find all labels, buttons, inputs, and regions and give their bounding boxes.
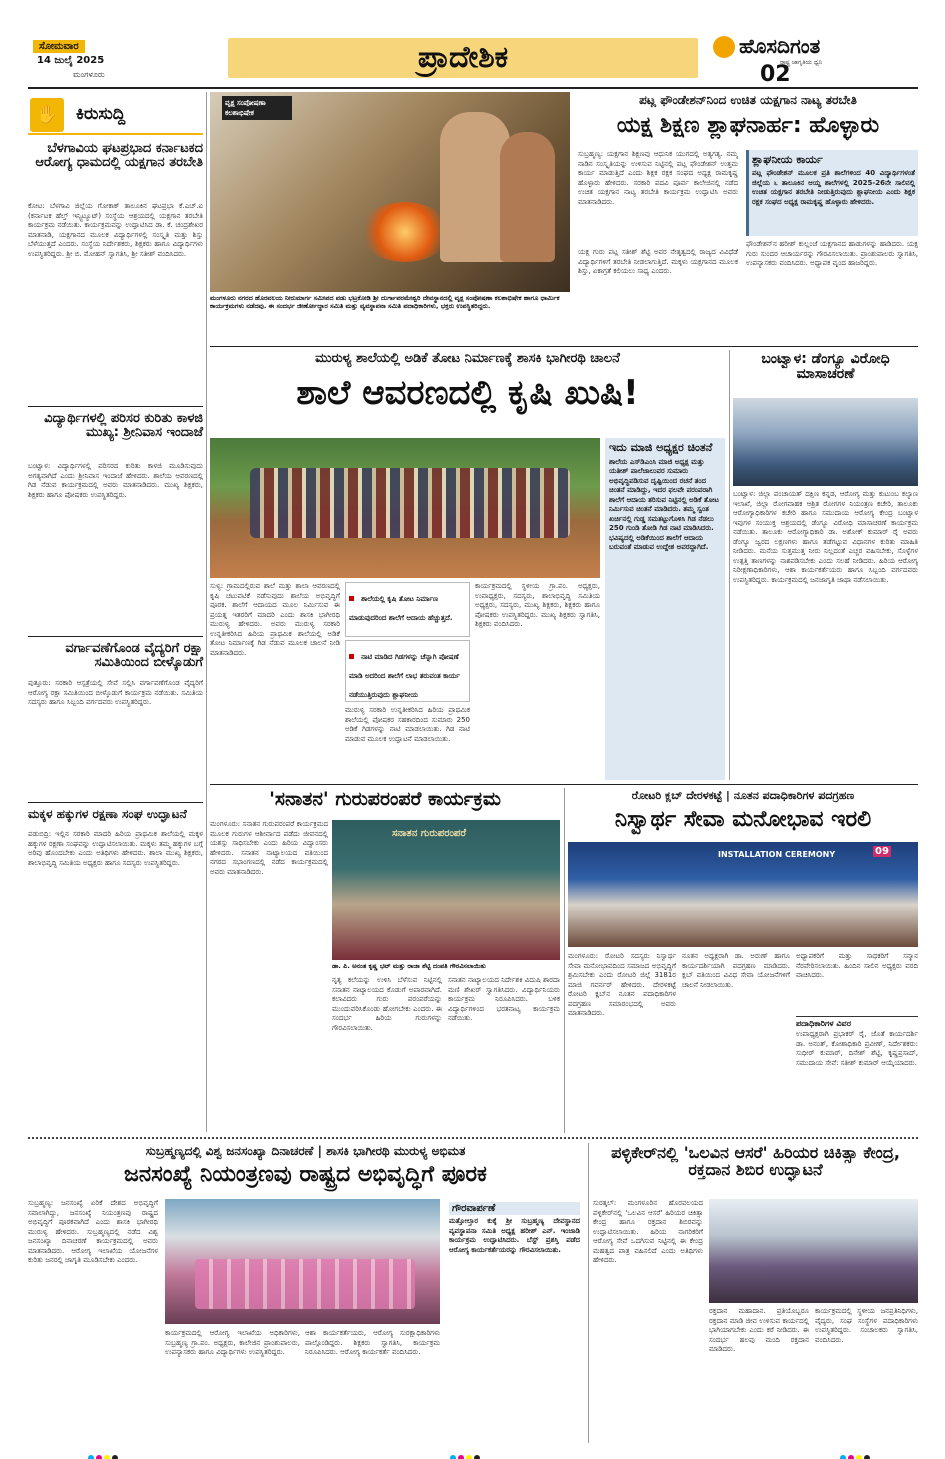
column-divider — [564, 788, 565, 1133]
yaksha-body-1: ಸುಬ್ರಹ್ಮಣ್ಯ: ಯಕ್ಷಗಾನ ಶಿಕ್ಷಣವು ಆಧುನಿಕ ಯುಗದಲ್ಲಿ ಅತ್ಯಗತ್ಯ. ನಮ್ಮ ನಾಡಿನ ಸಂಸ್ಕೃತಿಯನ್ನು ಉಳಿಸುವ ನಿಟ್ಟಿನಲ್ಲಿ ಪಟ್ಲ ಫೌಂಡೇಶನ್ ಉತ್ತಮ ಕಾರ್ಯ ಮಾಡುತ್ತಿದೆ ಎಂದು ಶಿಕ್ಷಕ ರಕ್ಷಕ ಸಂಘದ ಅಧ್ಯಕ್ಷ ರಾಮಕೃಷ್ಣ ಹೊಳ್ಳಾರು ಹೇಳಿದರು. ಸರಕಾರಿ ಪದವಿ ಪೂರ್ವ ಕಾಲೇಜಿನಲ್ಲಿ ನಡೆದ ಉಚಿತ ಯಕ್ಷಗಾನ ನಾಟ್ಯ ತರಬೇತಿ ಕಾರ್ಯಕ್ರಮ ಉದ್ಘಾಟಿಸಿ ಅವರು ಮಾತನಾಡಿದರು. — [578, 150, 738, 206]
rotary-banner: INSTALLATION CEREMONY — [718, 850, 836, 859]
page-number: 02 — [760, 62, 791, 87]
population-box-body: ಮತ್ತೋಲ್ತಾರ ಕುಕ್ಕೆ ಶ್ರೀ ಸುಬ್ರಹ್ಮಣ್ಯ ದೇವಸ್ಥಾನದ ವ್ಯವಸ್ಥಾಪನಾ ಸಮಿತಿ ಅಧ್ಯಕ್ಷ ಹರೀಶ್ ಎನ್. ಇಂಜಾಡಿ ಕಾರ್ಯಕ್ರಮ ಉದ್ಘಾಟಿಸಿದರು. ಬೆಸ್ಟ್ ಪ್ರಶಸ್ತಿ ಪಡೆದ ಆರೋಗ್ಯ ಕಾರ್ಯಕರ್ತೆಯರನ್ನು ಗೌರವಿಸಲಾಯಿತು. — [449, 1217, 580, 1254]
kirusuddi-headline-2: ವಿದ್ಯಾರ್ಥಿಗಳಲ್ಲಿ ಪರಿಸರ ಕುರಿತು ಕಾಳಜಿ ಮುಖ್ಯ: ಶ್ರೀನಿವಾಸ ಇಂದಾಜೆ — [44, 411, 203, 440]
murulya-sidebar-title: ಇದು ಮಾಜಿ ಅಧ್ಯಕ್ಷರ ಚಿಂತನೆ — [609, 441, 713, 454]
population-story — [28, 1143, 583, 1443]
cyan-dot — [450, 1455, 456, 1459]
column-divider — [588, 1143, 589, 1443]
murulya-quote-1-text: ಶಾಲೆಯಲ್ಲಿ ಕೃಷಿ ತೋಟ ನಿರ್ಮಾಣ ಮಾಡುವುದರಿಂದ ಶಾಲೆಗೆ ಆದಾಯ ಹೆಚ್ಚುತ್ತದೆ. — [349, 595, 453, 622]
kirusuddi-body-1: ಕೋಟ: ಬೆಳಗಾವಿ ಜಿಲ್ಲೆಯ ಗೋಕಾಕ್ ತಾಲೂಕಿನ ಘಟಪ್ರಭಾ ಕೆ.ಎಚ್.ಐ (ಕರ್ನಾಟಕ ಹೆಲ್ತ್ ಇನ್ಸ್ಟಿಟ್ಯೂಟ್) ಸಂಸ್ಥೆಯ ಆಶ್ರಯದಲ್ಲಿ ಯಕ್ಷಗಾನ ತರಬೇತಿ ಕಾರ್ಯಕ್ರಮ ನಡೆಯಿತು. ಕಾರ್ಯಕ್ರಮವನ್ನು ಉದ್ಘಾಟಿಸಿದ ಡಾ. ಕೆ. ಚಂದ್ರಶೇಖರ ಮಾತನಾಡಿ, ಯಕ್ಷಗಾನದ ಮೂಲಕ ವಿದ್ಯಾರ್ಥಿಗಳಲ್ಲಿ ಸಂಸ್ಕೃತಿ ಮತ್ತು ಶಿಸ್ತು ಬೆಳೆಯುತ್ತದೆ ಎಂದರು. ಸಂಸ್ಥೆಯ ನಿರ್ದೇಶಕರು, ಶಿಕ್ಷಕರು ಹಾಗೂ ವಿದ್ಯಾರ್ಥಿಗಳು ಉಪಸ್ಥಿತರಿದ್ದರು. ಶ್ರೀ ಬಿ. ಮೋಹನ್ ಸ್ವಾಗತಿಸಿ, ಶ್ರೀ ಸತೀಶ್ ವಂದಿಸಿದರು. — [28, 202, 203, 258]
rotary-banner-date: 09 — [875, 846, 889, 857]
sanatana-photo-caption: ಡಾ. ಪಿ. ಅನಂತ ಕೃಷ್ಣ ಭಟ್ ಮತ್ತು ರಾಜಾ ಶೆಟ್ಟಿ ದಂಪತಿ ಗೌರವಿಸಲಾಯಿತು — [332, 962, 486, 970]
column-divider — [729, 350, 730, 780]
magenta-dot — [96, 1455, 102, 1459]
rotary-body-1: ಮಂಗಳೂರು: ರೋಟರಿ ಸದಸ್ಯರು ನಿಸ್ವಾರ್ಥ ಸೇವಾ ಮನೋಭಾವದಿಂದ ಸಮಾಜದ ಅಭಿವೃದ್ಧಿಗೆ ಶ್ರಮಿಸಬೇಕು ಎಂದು ರೋಟರಿ ಜಿಲ್ಲೆ 3181ರ ಮಾಜಿ ಗವರ್ನರ್ ಹೇಳಿದರು. ದೇರಳಕಟ್ಟೆ ರೋಟರಿ ಕ್ಲಬ್‌ನ ನೂತನ ಪದಾಧಿಕಾರಿಗಳ ಪದಗ್ರಹಣ ಸಮಾರಂಭದಲ್ಲಿ ಅವರು ಮಾತನಾಡಿದರು. — [568, 952, 676, 1017]
yaksha-headline: ಯಕ್ಷ ಶಿಕ್ಷಣ ಶ್ಲಾಘನಾರ್ಹ: ಹೊಳ್ಳಾರು — [616, 113, 880, 138]
registration-dots-left — [88, 1446, 120, 1459]
logo — [705, 32, 885, 87]
date-label: 14 ಜುಲೈ 2025 — [37, 55, 105, 66]
logo-tagline: ರಾಷ್ಟ್ರ ಜಾಗೃತಿಯ ಧ್ವನಿ — [780, 59, 823, 66]
murulya-body-1: ಸುಳ್ಯ: ಗ್ರಾಮದಲ್ಲಿರುವ ಶಾಲೆ ಮತ್ತು ಶಾಲಾ ಆವರಣದಲ್ಲಿ ಕೃಷಿ ಚಟುವಟಿಕೆ ನಡೆಸುವುದು ಶಾಲೆಯ ಅಭಿವೃದ್ಧಿಗೆ ಪೂರಕ. ಶಾಲೆಗೆ ಆದಾಯದ ಮೂಲ ನಿರ್ಮಿಸುವ ಈ ಪ್ರಯತ್ನ ಇತರರಿಗೆ ಮಾದರಿ ಎಂದು ಶಾಸಕಿ ಭಾಗೀರಥಿ ಮುರುಳ್ಯ ಹೇಳಿದರು. ಅವರು ಮುರುಳ್ಯ ಸರಕಾರಿ ಉನ್ನತೀಕರಿಸಿದ ಹಿರಿಯ ಪ್ರಾಥಮಿಕ ಶಾಲೆಯಲ್ಲಿ ಅಡಿಕೆ ತೋಟ ನಿರ್ಮಾಣಕ್ಕೆ ಗಿಡ ನೆಡುವ ಮೂಲಕ ಚಾಲನೆ ನೀಡಿ ಮಾತನಾಡಿದರು. — [210, 582, 340, 657]
magenta-dot — [458, 1455, 464, 1459]
yellow-dot — [856, 1455, 862, 1459]
sanatana-headline: 'ಸನಾತನ' ಗುರುಪರಂಪರೆ ಕಾರ್ಯಕ್ರಮ — [269, 788, 501, 810]
kirusuddi-headline-1: ಬೆಳಗಾವಿಯ ಘಟಪ್ರಭಾದ ಕರ್ನಾಟಕದ ಆರೋಗ್ಯ ಧಾಮದಲ್ಲಿ ಯಕ್ಷಗಾನ ತರಬೇತಿ — [35, 141, 203, 170]
logo-icon — [713, 36, 735, 58]
registration-dots-center — [450, 1446, 482, 1459]
kirusuddi-underline — [28, 133, 203, 135]
population-box — [446, 1199, 583, 1327]
kirusuddi-header — [28, 94, 203, 134]
group-figures — [195, 1259, 415, 1309]
sanatana-photo — [332, 820, 560, 960]
sanatana-body-3: ಸನಾತನ ನಾಟ್ಯಾಲಯದ ನಿರ್ದೇಶಕಿ ವಿದುಷಿ ಶಾರದಾ ಮಣಿ ಶೇಖರ್ ಸ್ವಾಗತಿಸಿದರು. ವಿದ್ಯಾರ್ಥಿನಿಯರು ಕಾರ್ಯಕ್ರಮ ನಿರೂಪಿಸಿದರು. ಬಳಿಕ ವಿದ್ಯಾರ್ಥಿಗಳಿಂದ ಭರತನಾಟ್ಯ ಕಾರ್ಯಕ್ರಮ ನಡೆಯಿತು. — [448, 976, 560, 1022]
dengue-story — [733, 350, 918, 780]
population-photo — [165, 1199, 440, 1324]
murulya-quote-2 — [345, 640, 470, 702]
pallikera-body-1: ಸುರತ್ಕಲ್: ಮಂಗಳೂರಿನ ಹೊರವಲಯದ ಪಳ್ಳಿಕೇರ್‌ನಲ್ಲಿ 'ಒಲವಿನ ಆಸರೆ' ಹಿರಿಯರ ಚಿಕಿತ್ಸಾ ಕೇಂದ್ರ ಹಾಗೂ ರಕ್ತದಾನ ಶಿಬಿರವನ್ನು ಉದ್ಘಾಟಿಸಲಾಯಿತು. ಹಿರಿಯ ನಾಗರಿಕರಿಗೆ ಆರೋಗ್ಯ ಸೇವೆ ಒದಗಿಸುವ ನಿಟ್ಟಿನಲ್ಲಿ ಈ ಕೇಂದ್ರ ಮಹತ್ವದ ಪಾತ್ರ ವಹಿಸಲಿದೆ ಎಂದು ಅತಿಥಿಗಳು ಹೇಳಿದರು. — [593, 1199, 703, 1264]
yellow-dot — [466, 1455, 472, 1459]
murulya-body-2: ಮುರುಳ್ಯ ಸರಕಾರಿ ಉನ್ನತೀಕರಿಸಿದ ಹಿರಿಯ ಪ್ರಾಥಮಿಕ ಶಾಲೆಯಲ್ಲಿ ಪೋಷಕರ ಸಹಕಾರದಿಂದ ಸುಮಾರು 250 ಅಡಿಕೆ ಗಿಡಗಳನ್ನು ನಾಟಿ ಮಾಡಲಾಯಿತು. ಗಿಡ ನಾಟಿ ಮಾಡುವ ಮೂಲಕ ಉದ್ಘಾಟನೆ ಮಾಡಲಾಯಿತು. — [345, 706, 470, 743]
kirusuddi-body-3: ಪುತ್ತೂರು: ಸರಕಾರಿ ಆಸ್ಪತ್ರೆಯಲ್ಲಿ ಸೇವೆ ಸಲ್ಲಿಸಿ ವರ್ಗಾವಣೆಗೊಂಡ ವೈದ್ಯರಿಗೆ ಆರೋಗ್ಯ ರಕ್ಷಾ ಸಮಿತಿಯಿಂದ ಬೀಳ್ಕೊಡುಗೆ ಕಾರ್ಯಕ್ರಮ ನಡೆಯಿತು. ಸಮಿತಿಯ ಸದಸ್ಯರು ಹಾಗೂ ಸಿಬ್ಬಂದಿ ವರ್ಗದವರು ಉಪಸ್ಥಿತರಿದ್ದರು. — [28, 679, 203, 706]
yaksha-box — [746, 150, 918, 236]
section-rule — [210, 784, 918, 785]
black-dot — [474, 1455, 480, 1459]
quote-marker-icon — [349, 654, 354, 659]
murulya-quote-1 — [345, 582, 470, 637]
population-headline: ಜನಸಂಖ್ಯೆ ನಿಯಂತ್ರಣವು ರಾಷ್ಟ್ರದ ಅಭಿವೃದ್ಧಿಗೆ ಪೂರಕ — [124, 1162, 487, 1187]
yaksha-box-title: ಶ್ಲಾಘನೀಯ ಕಾರ್ಯ — [752, 153, 823, 166]
murulya-kicker: ಮುರುಳ್ಯ ಶಾಲೆಯಲ್ಲಿ ಅಡಿಕೆ ತೋಟ ನಿರ್ಮಾಣಕ್ಕೆ ಶಾಸಕಿ ಭಾಗೀರಥಿ ಚಾಲನೆ — [315, 351, 620, 366]
rotary-body-2: ನೂತನ ಅಧ್ಯಕ್ಷರಾಗಿ ಡಾ. ಅರುಣ್ ಹಾಗೂ ಕಾರ್ಯದರ್ಶಿಯಾಗಿ ಪದಗ್ರಹಣ ಮಾಡಿದರು. ಕ್ಲಬ್ ವತಿಯಿಂದ ವಿವಿಧ ಸೇವಾ ಯೋಜನೆಗಳಿಗೆ ಚಾಲನೆ ನೀಡಲಾಯಿತು. — [682, 952, 790, 989]
column-divider — [206, 92, 207, 1132]
pallikera-body-2: ರಕ್ತದಾನ ಮಹಾದಾನ. ಪ್ರತಿಯೊಬ್ಬರೂ ರಕ್ತದಾನ ಮಾಡಿ ಜೀವ ಉಳಿಸುವ ಕಾರ್ಯದಲ್ಲಿ ಭಾಗಿಯಾಗಬೇಕು ಎಂದು ಕರೆ ನೀಡಿದರು. ಈ ಸಂದರ್ಭ ಹಲವು ಮಂದಿ ರಕ್ತದಾನ ಮಾಡಿದರು. — [709, 1307, 809, 1353]
murulya-story — [210, 350, 725, 780]
yaksha-kicker: ಪಟ್ಲ ಫೌಂಡೇಶನ್‌ನಿಂದ ಉಚಿತ ಯಕ್ಷಗಾನ ನಾಟ್ಯ ತರಬೇತಿ — [639, 93, 857, 107]
population-kicker: ಸುಬ್ರಹ್ಮಣ್ಯದಲ್ಲಿ ವಿಶ್ವ ಜನಸಂಖ್ಯಾ ದಿನಾಚರಣೆ | ಶಾಸಕಿ ಭಾಗೀರಥಿ ಮುರುಳ್ಯ ಅಭಿಮತ — [145, 1144, 466, 1158]
date-block — [33, 40, 143, 88]
rotary-box-title: ಪದಾಧಿಕಾರಿಗಳ ವಿವರ — [796, 1016, 918, 1029]
section-rule — [210, 346, 918, 347]
rotary-story — [568, 788, 918, 1133]
yaksha-body-3: ಫೌಂಡೇಶನ್‌ನ ಹರೀಶ್ ಕುಲ್ಲಂಜೆ ಯಕ್ಷಗಾನದ ಹಾಡುಗಳನ್ನು ಹಾಡಿದರು. ಯಕ್ಷ ಗುರು ಸುಂದರ ಆಚಾರ್ಯರನ್ನು ಗೌರವಿಸಲಾಯಿತು. ಪ್ರಾಂಶುಪಾಲರು ಸ್ವಾಗತಿಸಿ, ಉಪನ್ಯಾಸಕರು ವಂದಿಸಿದರು. ಅಧ್ಯಾಪಕ ವೃಂದ ಹಾಜರಿದ್ದರು. — [746, 240, 918, 267]
kirusuddi-body-2: ಬಂಟ್ವಾಳ: ವಿದ್ಯಾರ್ಥಿಗಳಲ್ಲಿ ಪರಿಸರದ ಕುರಿತು ಕಾಳಜಿ ಮೂಡಿಸುವುದು ಅಗತ್ಯವಾಗಿದೆ ಎಂದು ಶ್ರೀನಿವಾಸ ಇಂದಾಜೆ ಹೇಳಿದರು. ಶಾಲೆಯ ಆವರಣದಲ್ಲಿ ಗಿಡ ನೆಡುವ ಕಾರ್ಯಕ್ರಮದಲ್ಲಿ ಅವರು ಮಾತನಾಡಿದರು. ಮುಖ್ಯ ಶಿಕ್ಷಕರು, ಶಿಕ್ಷಕರು ಹಾಗೂ ಪೋಷಕರು ಉಪಸ್ಥಿತರಿದ್ದರು. — [28, 462, 203, 499]
murulya-sidebar — [605, 438, 725, 780]
cyan-dot — [840, 1455, 846, 1459]
section-banner — [228, 38, 698, 78]
dengue-body: ಬಂಟ್ವಾಳ: ಜಿಲ್ಲಾ ಪಂಚಾಯತ್ ದಕ್ಷಿಣ ಕನ್ನಡ, ಆರೋಗ್ಯ ಮತ್ತು ಕುಟುಂಬ ಕಲ್ಯಾಣ ಇಲಾಖೆ, ಜಿಲ್ಲಾ ರೋಗವಾಹಕ ಆಶ್ರಿತ ರೋಗಗಳ ನಿಯಂತ್ರಣ ಕಚೇರಿ, ತಾಲೂಕು ಆರೋಗ್ಯಾಧಿಕಾರಿಗಳ ಕಚೇರಿ ಹಾಗೂ ಸಮುದಾಯ ಆರೋಗ್ಯ ಕೇಂದ್ರ ಬಂಟ್ವಾಳ ಇವುಗಳ ಸಂಯುಕ್ತ ಆಶ್ರಯದಲ್ಲಿ ಡೆಂಗ್ಯೂ ವಿರೋಧಿ ಮಾಸಾಚರಣೆ ಕಾರ್ಯಕ್ರಮ ನಡೆಯಿತು. ತಾಲೂಕು ಆರೋಗ್ಯಾಧಿಕಾರಿ ಡಾ. ಅಶೋಕ್ ಕುಮಾರ್ ರೈ ಅವರು ಡೆಂಗ್ಯೂ ಜ್ವರದ ಲಕ್ಷಣಗಳು ಹಾಗೂ ತಡೆಗಟ್ಟುವ ವಿಧಾನಗಳ ಕುರಿತು ಮಾಹಿತಿ ನೀಡಿದರು. ಮನೆಯ ಸುತ್ತಮುತ್ತ ನೀರು ನಿಲ್ಲದಂತೆ ಎಚ್ಚರ ವಹಿಸಬೇಕು, ಸೊಳ್ಳೆಗಳ ಉತ್ಪತ್ತಿ ತಾಣಗಳನ್ನು ನಾಶಪಡಿಸಬೇಕು ಎಂದು ಸಲಹೆ ನೀಡಿದರು. ಹಿರಿಯ ಆರೋಗ್ಯ ನಿರೀಕ್ಷಣಾಧಿಕಾರಿಗಳು, ಆಶಾ ಕಾರ್ಯಕರ್ತೆಯರು ಹಾಗೂ ಸಿಬ್ಬಂದಿ ವರ್ಗದವರು ಉಪಸ್ಥಿತರಿದ್ದರು. ಕಾರ್ಯಕ್ರಮದಲ್ಲಿ ಜನಜಾಗೃತಿ ಜಾಥಾ ನಡೆಸಲಾಯಿತು. — [733, 490, 918, 584]
yaksha-box-body: ಪಟ್ಲ ಫೌಂಡೇಶನ್ ಮೂಲಕ ಪ್ರತಿ ಶಾಲೆಗಳಿಂದ 40 ವಿದ್ಯಾರ್ಥಿಗಳಂತೆ ಜಿಲ್ಲೆಯ ೬ ತಾಲೂಕಿನ ಆಯ್ದ ಶಾಲೆಗಳಲ್ಲಿ 2025-26ನೇ ಸಾಲಿನಲ್ಲಿ ಉಚಿತ ಯಕ್ಷಗಾನ ತರಬೇತಿ ನೀಡುತ್ತಿರುವುದು ಶ್ಲಾಘನೀಯ ಎಂದು ಶಿಕ್ಷಕ ರಕ್ಷಕ ಸಂಘದ ಅಧ್ಯಕ್ಷ ರಾಮಕೃಷ್ಣ ಹೊಳ್ಳಾರು ಹೇಳಿದರು. — [752, 169, 915, 206]
black-dot — [864, 1455, 870, 1459]
homa-caption: ಮಂಗಳೂರು ನಗರದ ಹೊರವಲಯ ನೀರುಮಾರ್ಗ ಸಮೀಪದ ಪಡು ಭಟ್ರಕೋಡಿ ಶ್ರೀ ದುರ್ಗಾಪರಮೇಶ್ವರಿ ದೇವಸ್ಥಾನದಲ್ಲಿ ವೃಕ್ಷ ಸಂಪೋಷಣಾ ಕಲಶಾಭಿಷೇಕ ಹಾಗೂ ಧಾರ್ಮಿಕ ಕಾರ್ಯಕ್ರಮಗಳು ನಡೆದವು. ಈ ಸಂದರ್ಭ ಜೀರ್ಣೋದ್ಧಾರ ಸಮಿತಿ ಮತ್ತು ವ್ಯವಸ್ಥಾಪನಾ ಸಮಿತಿ ಪದಾಧಿಕಾರಿಗಳು, ಭಕ್ತರು ಉಪಸ್ಥಿತರಿದ್ದರು. — [210, 294, 560, 310]
rotary-body-3: ಅಧ್ಯಾಪಕರಿಗೆ ಮತ್ತು ಸಾಧಕರಿಗೆ ಸನ್ಮಾನ ನೆರವೇರಿಸಲಾಯಿತು. ಹಿಂದಿನ ಸಾಲಿನ ಅಧ್ಯಕ್ಷರು ವರದಿ ವಾಚಿಸಿದರು. — [796, 952, 918, 979]
kirusuddi-label: ಕಿರುಸುದ್ದಿ — [76, 104, 126, 124]
rotary-headline: ನಿಸ್ವಾರ್ಥ ಸೇವಾ ಮನೋಭಾವ ಇರಲಿ — [614, 807, 872, 832]
murulya-headline: ಶಾಲೆ ಆವರಣದಲ್ಲಿ ಕೃಷಿ ಖುಷಿ! — [296, 373, 639, 413]
sanatana-body-2: ನೃತ್ಯ ಕಲೆಯನ್ನು ಉಳಿಸಿ ಬೆಳೆಸುವ ನಿಟ್ಟಿನಲ್ಲಿ ಸನಾತನ ನಾಟ್ಯಾಲಯದ ಕೊಡುಗೆ ಅಪಾರವಾಗಿದೆ. ಕಲಾವಿದರು ಗುರು ಪರಂಪರೆಯನ್ನು ಮುಂದುವರಿಸಿಕೊಂಡು ಹೋಗಬೇಕು ಎಂದರು. ಈ ಸಂದರ್ಭ ಹಿರಿಯ ಗುರುಗಳನ್ನು ಗೌರವಿಸಲಾಯಿತು. — [332, 976, 442, 1032]
day-label: ಸೋಮವಾರ — [33, 40, 85, 53]
homa-photo — [210, 92, 570, 292]
hand-icon: ✋ — [30, 98, 64, 132]
dotted-divider — [28, 1137, 918, 1139]
population-body-1: ಸುಬ್ರಹ್ಮಣ್ಯ: ಜನಸಂಖ್ಯೆ ಏರಿಕೆ ದೇಶದ ಅಭಿವೃದ್ಧಿಗೆ ಸವಾಲಾಗಿದ್ದು, ಜನಸಂಖ್ಯೆ ನಿಯಂತ್ರಣವು ರಾಷ್ಟ್ರದ ಅಭಿವೃದ್ಧಿಗೆ ಪೂರಕವಾಗಿದೆ ಎಂದು ಶಾಸಕಿ ಭಾಗೀರಥಿ ಮುರುಳ್ಯ ಹೇಳಿದರು. ಸುಬ್ರಹ್ಮಣ್ಯದಲ್ಲಿ ನಡೆದ ವಿಶ್ವ ಜನಸಂಖ್ಯಾ ದಿನಾಚರಣೆ ಕಾರ್ಯಕ್ರಮದಲ್ಲಿ ಅವರು ಮಾತನಾಡಿದರು. ಆರೋಗ್ಯ ಇಲಾಖೆಯ ಯೋಜನೆಗಳ ಕುರಿತು ಜನರಲ್ಲಿ ಜಾಗೃತಿ ಮೂಡಿಸಬೇಕು ಎಂದರು. — [28, 1199, 158, 1264]
population-box-title: ಗೌರವಾರ್ಪಣೆ — [449, 1202, 580, 1215]
black-dot — [112, 1455, 118, 1459]
quote-marker-icon — [349, 596, 354, 601]
magenta-dot — [848, 1455, 854, 1459]
homa-tag: ವೃಕ್ಷ ಸಂಪೋಷಣಾ ಕಲಶಾಭಿಷೇಕ — [222, 96, 292, 120]
kirusuddi-headline-3: ವರ್ಗಾವಣೆಗೊಂಡ ವೈದ್ಯರಿಗೆ ರಕ್ಷಾ ಸಮಿತಿಯಿಂದ ಬೀಳ್ಕೊಡುಗೆ — [65, 641, 203, 670]
group-figures — [250, 468, 570, 538]
population-body-2: ಕಾರ್ಯಕ್ರಮದಲ್ಲಿ ಆರೋಗ್ಯ ಇಲಾಖೆಯ ಅಧಿಕಾರಿಗಳು, ಸುಬ್ರಹ್ಮಣ್ಯ ಗ್ರಾ.ಪಂ. ಅಧ್ಯಕ್ಷರು, ಕಾಲೇಜಿನ ಪ್ರಾಂಶುಪಾಲರು, ಉಪನ್ಯಾಸಕರು ಹಾಗೂ ವಿದ್ಯಾರ್ಥಿಗಳು ಉಪಸ್ಥಿತರಿದ್ದರು. — [165, 1329, 300, 1356]
divider — [28, 802, 203, 803]
fire-shape — [360, 202, 450, 262]
kirusuddi-column — [28, 92, 203, 1132]
pallikera-body-3: ಕಾರ್ಯಕ್ರಮದಲ್ಲಿ ಸ್ಥಳೀಯ ಜನಪ್ರತಿನಿಧಿಗಳು, ವೈದ್ಯರು, ಸಂಘ ಸಂಸ್ಥೆಗಳ ಪದಾಧಿಕಾರಿಗಳು ಉಪಸ್ಥಿತರಿದ್ದರು. ಸಂಚಾಲಕರು ಸ್ವಾಗತಿಸಿ, ವಂದಿಸಿದರು. — [815, 1307, 918, 1344]
yaksha-story — [578, 92, 918, 342]
yellow-dot — [104, 1455, 110, 1459]
sanatana-body-1: ಮಂಗಳೂರು: ಸನಾತನ ಗುರುಪರಂಪರೆ ಕಾರ್ಯಕ್ರಮದ ಮೂಲಕ ಗುರುಗಳ ಆಶೀರ್ವಾದ ಪಡೆದು ಜೀವನದಲ್ಲಿ ಯಶಸ್ಸು ಸಾಧಿಸಬೇಕು ಎಂದು ಹಿರಿಯ ವಿದ್ವಾಂಸರು ಹೇಳಿದರು. ಸನಾತನ ನಾಟ್ಯಾಲಯದ ವತಿಯಿಂದ ನಗರದ ಸಭಾಂಗಣದಲ್ಲಿ ನಡೆದ ಕಾರ್ಯಕ್ರಮದಲ್ಲಿ ಅವರು ಮಾತನಾಡಿದರು. — [210, 820, 328, 876]
city-label: ಮಂಗಳೂರು — [73, 70, 105, 79]
sanatana-story — [210, 788, 560, 1133]
rotary-box-body: ಉಪಾಧ್ಯಕ್ಷರಾಗಿ ಪ್ರಭಾಕರ್ ರೈ, ಜೊತೆ ಕಾರ್ಯದರ್ಶಿ ಡಾ. ಅನಂತ್, ಕೋಶಾಧಿಕಾರಿ ಪ್ರವೀಣ್, ನಿರ್ದೇಶಕರು: ಸುಧೀರ್ ಕುಮಾರ್, ದಿನೇಶ್ ಶೆಟ್ಟಿ, ಕೃಷ್ಣಪ್ರಸಾದ್, ಸಮುದಾಯ ಸೇವೆ: ಸತೀಶ್ ಕುಮಾರ್ ಆಯ್ಕೆಯಾದರು. — [796, 1030, 918, 1067]
murulya-sidebar-body: ಶಾಲೆಯ ಎಸ್‌ಡಿಎಂಸಿ ಮಾಜಿ ಅಧ್ಯಕ್ಷ ಮತ್ತು ಯತೀಶ್ ಪಾಲೆಜಾಲುವರ ಸುಮಾರು ಅಭಿವೃದ್ಧಿಪಡಿಸುವ ದೃಷ್ಟಿಯಿಂದ ರಚನೆ ತಂದ ಚಿಂತನೆ ಮಾಡಿದ್ದು, ಇದರ ಫಲವೇ ಪರಂಪರಾಗಿ ಶಾಲೆಗೆ ಆದಾಯ ತರಿಸುವ ನಿಟ್ಟಿನಲ್ಲಿ ಅಡಿಕೆ ತೋಟ ನಿರ್ಮಿಸುವ ಚಿಂತನೆ ಮಾಡಿದರು. ತಮ್ಮ ಸ್ವಂತ ಖರ್ಚಿನಲ್ಲಿ ಗುಡ್ಡ ಸಮತಟ್ಟುಗೊಳಿಸಿ ಗಿಡ ನೆಡಲು 250 ಗುಂಡಿ ತೋಡಿ ಗಿಡ ನಾಟಿ ಮಾಡಿಸಿದರು. ಭವಿಷ್ಯದಲ್ಲಿ ಅಡಿಕೆಯಿಂದ ಶಾಲೆಗೆ ಆದಾಯ ಬರುವಂತೆ ಮಾಡುವ ಉದ್ದೇಶ ಅವರದ್ದಾಗಿದೆ. — [609, 457, 719, 552]
kirusuddi-headline-4: ಮಕ್ಕಳ ಹಕ್ಕುಗಳ ರಕ್ಷಣಾ ಸಂಘ ಉದ್ಘಾಟನೆ — [28, 807, 187, 821]
divider — [28, 636, 203, 637]
yaksha-body-2: ಯಕ್ಷ ಗುರು ಪಟ್ಲ ಸತೀಶ್ ಶೆಟ್ಟಿ ಅವರ ನೇತೃತ್ವದಲ್ಲಿ ರಾಜ್ಯದ ವಿವಿಧೆಡೆ ವಿದ್ಯಾರ್ಥಿಗಳಿಗೆ ತರಬೇತಿ ನೀಡಲಾಗುತ್ತಿದೆ. ಮಕ್ಕಳು ಯಕ್ಷಗಾನದ ಮೂಲಕ ಶಿಸ್ತು, ಏಕಾಗ್ರತೆ ಕಲಿಯಲು ಸಾಧ್ಯ ಎಂದರು. — [578, 248, 738, 275]
registration-dots-right — [840, 1446, 872, 1459]
murulya-photo — [210, 438, 600, 578]
murulya-body-3: ಕಾರ್ಯಕ್ರಮದಲ್ಲಿ ಸ್ಥಳೀಯ ಗ್ರಾ.ಪಂ. ಅಧ್ಯಕ್ಷರು, ಉಪಾಧ್ಯಕ್ಷರು, ಸದಸ್ಯರು, ಶಾಲಾಭಿವೃದ್ಧಿ ಸಮಿತಿಯ ಅಧ್ಯಕ್ಷರು, ಸದಸ್ಯರು, ಮುಖ್ಯ ಶಿಕ್ಷಕರು, ಶಿಕ್ಷಕರು ಹಾಗೂ ಪೋಷಕರು ಉಪಸ್ಥಿತರಿದ್ದರು. ಮುಖ್ಯ ಶಿಕ್ಷಕರು ಸ್ವಾಗತಿಸಿ, ಶಿಕ್ಷಕರು ವಂದಿಸಿದರು. — [475, 582, 600, 628]
dengue-headline: ಬಂಟ್ವಾಳ: ಡೆಂಗ್ಯೂ ವಿರೋಧಿ ಮಾಸಾಚರಣೆ — [761, 351, 890, 382]
pallikera-story — [593, 1143, 918, 1443]
rotary-photo — [568, 842, 918, 947]
pallikera-headline: ಪಳ್ಳಿಕೇರ್‌ನಲ್ಲಿ 'ಒಲವಿನ ಆಸರೆ' ಹಿರಿಯರ ಚಿಕಿತ್ಸಾ ಕೇಂದ್ರ, ರಕ್ತದಾನ ಶಿಬಿರ ಉದ್ಘಾಟನೆ — [611, 1143, 900, 1179]
cyan-dot — [88, 1455, 94, 1459]
dengue-photo — [733, 398, 918, 486]
kirusuddi-body-4: ಪಡುಬಿದ್ರಿ: ಇಲ್ಲಿನ ಸರಕಾರಿ ಮಾದರಿ ಹಿರಿಯ ಪ್ರಾಥಮಿಕ ಶಾಲೆಯಲ್ಲಿ ಮಕ್ಕಳ ಹಕ್ಕುಗಳ ರಕ್ಷಣಾ ಸಂಘವನ್ನು ಉದ್ಘಾಟಿಸಲಾಯಿತು. ಮಕ್ಕಳು ತಮ್ಮ ಹಕ್ಕುಗಳ ಬಗ್ಗೆ ಅರಿವು ಹೊಂದಬೇಕು ಎಂದು ಅತಿಥಿಗಳು ಹೇಳಿದರು. ಶಾಲಾ ಮುಖ್ಯ ಶಿಕ್ಷಕರು, ಶಾಲಾಭಿವೃದ್ಧಿ ಸಮಿತಿಯ ಅಧ್ಯಕ್ಷರು ಹಾಗೂ ಸದಸ್ಯರು ಉಪಸ್ಥಿತರಿದ್ದರು. — [28, 830, 203, 867]
population-body-3: ಆಶಾ ಕಾರ್ಯಕರ್ತೆಯರು, ಆರೋಗ್ಯ ಸುರಕ್ಷಾಧಿಕಾರಿಗಳು ಪಾಲ್ಗೊಂಡಿದ್ದರು. ಶಿಕ್ಷಕರು ಸ್ವಾಗತಿಸಿ, ಕಾರ್ಯಕ್ರಮ ನಿರೂಪಿಸಿದರು. ಆರೋಗ್ಯ ಕಾರ್ಯಕರ್ತೆ ವಂದಿಸಿದರು. — [305, 1329, 440, 1356]
divider — [28, 406, 203, 407]
masthead-rule — [28, 87, 918, 89]
section-title: ಪ್ರಾದೇಶಿಕ — [417, 40, 509, 75]
sanatana-banner: ಸನಾತನ ಗುರುಪರಂಪರೆ — [392, 828, 467, 839]
rotary-kicker: ರೋಟರಿ ಕ್ಲಬ್ ದೇರಳಕಟ್ಟೆ | ನೂತನ ಪದಾಧಿಕಾರಿಗಳ ಪದಗ್ರಹಣ — [631, 789, 855, 802]
logo-text: ಹೊಸದಿಗಂತ — [739, 34, 821, 58]
murulya-quote-2-text: ನಾಟಿ ಮಾಡಿದ ಗಿಡಗಳನ್ನು ಚೆನ್ನಾಗಿ ಪೋಷಣೆ ಮಾಡಿ ಅದರಿಂದ ಶಾಲೆಗೆ ಲಾಭ ತರುವಂತ ಕಾರ್ಯ ನಡೆಯುತ್ತಿರುವುದು ಶ್ಲಾಘನೀಯ — [349, 653, 460, 699]
masthead — [0, 0, 945, 90]
priest-figure — [500, 132, 555, 262]
pallikera-photo — [709, 1199, 918, 1303]
